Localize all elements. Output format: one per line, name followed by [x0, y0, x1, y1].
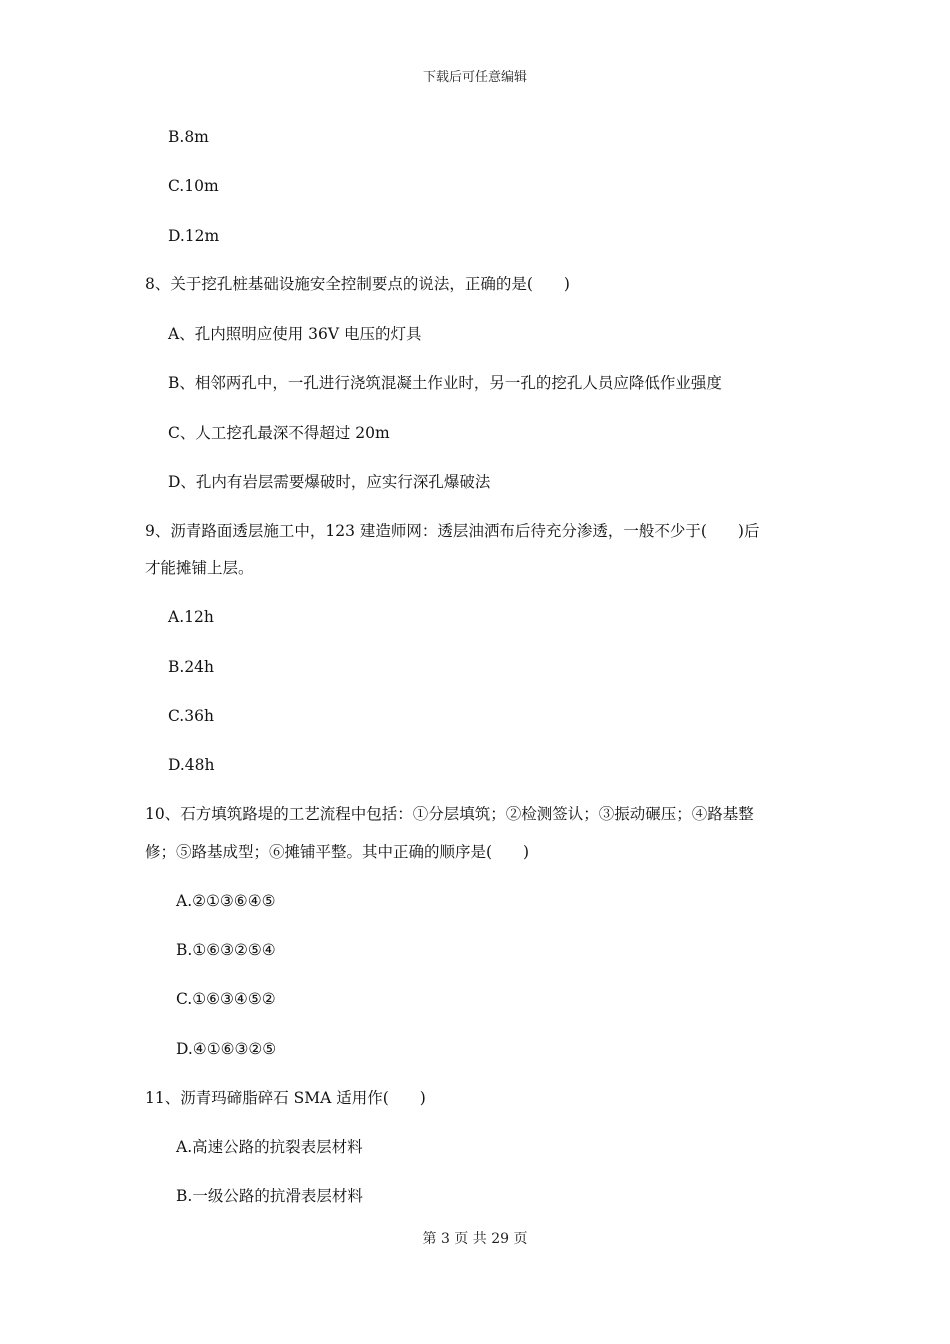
option-9d: D.48h: [168, 756, 215, 774]
option-7b: B.8m: [168, 128, 209, 146]
question-9-line-1: 9、沥青路面透层施工中，123 建造师网：透层油洒布后待充分渗透，一般不少于( )后: [145, 522, 760, 540]
page-header: 下载后可任意编辑: [422, 70, 527, 85]
option-9c: C.36h: [168, 707, 214, 725]
option-7d: D.12m: [168, 227, 220, 245]
question-10-line-2: 修；⑤路基成型；⑥摊铺平整。其中正确的顺序是( ): [145, 843, 530, 861]
option-10d: D.④①⑥③②⑤: [176, 1040, 277, 1058]
question-10-line-1: 10、石方填筑路堤的工艺流程中包括：①分层填筑；②检测签认；③振动碾压；④路基整: [145, 805, 754, 823]
question-8: 8、关于挖孔桩基础设施安全控制要点的说法，正确的是( ): [145, 275, 570, 293]
question-9-line-2: 才能摊铺上层。: [145, 559, 254, 577]
option-11a: A.高速公路的抗裂表层材料: [176, 1138, 363, 1156]
option-8a: A、孔内照明应使用 36V 电压的灯具: [168, 325, 422, 343]
question-11: 11、沥青玛碲脂碎石 SMA 适用作( ): [145, 1089, 426, 1107]
option-8d: D、孔内有岩层需要爆破时，应实行深孔爆破法: [168, 473, 491, 491]
option-9a: A.12h: [168, 608, 214, 626]
option-10a: A.②①③⑥④⑤: [176, 892, 276, 910]
option-8c: C、人工挖孔最深不得超过 20m: [168, 424, 390, 442]
option-11b: B.一级公路的抗滑表层材料: [176, 1187, 363, 1205]
option-10c: C.①⑥③④⑤②: [176, 990, 276, 1008]
option-10b: B.①⑥③②⑤④: [176, 941, 276, 959]
option-8b: B、相邻两孔中，一孔进行浇筑混凝土作业时，另一孔的挖孔人员应降低作业强度: [168, 374, 722, 392]
option-7c: C.10m: [168, 177, 219, 195]
option-9b: B.24h: [168, 658, 215, 676]
page-footer: 第 3 页 共 29 页: [422, 1231, 528, 1247]
